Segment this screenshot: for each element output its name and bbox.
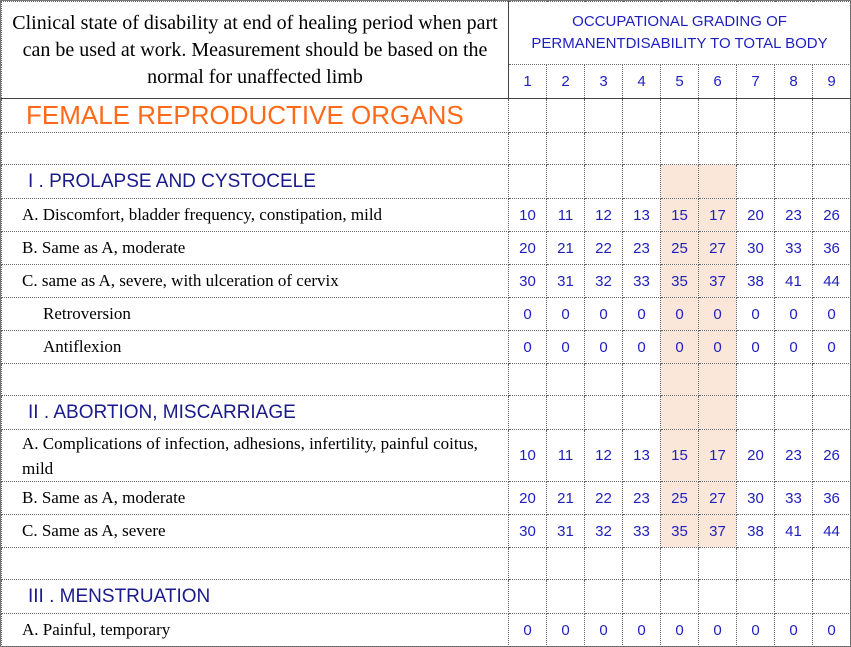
row-label: Retroversion bbox=[2, 298, 509, 331]
table-row bbox=[2, 232, 851, 265]
grade-value-cell: 26 bbox=[813, 430, 851, 482]
grade-number: 7 bbox=[737, 65, 775, 99]
grade-value-cell: 31 bbox=[547, 265, 585, 298]
heading-row-prolapse bbox=[2, 165, 851, 199]
heading-abortion: II . ABORTION, MISCARRIAGE bbox=[2, 396, 509, 430]
grade-value-cell: 35 bbox=[661, 515, 699, 548]
grade-value-cell: 22 bbox=[585, 232, 623, 265]
grade-value-cell: 0 bbox=[623, 298, 661, 331]
grade-value-cell: 41 bbox=[775, 265, 813, 298]
grade-value-cell: 33 bbox=[623, 515, 661, 548]
grade-value-cell: 20 bbox=[737, 430, 775, 482]
grade-value-cell: 0 bbox=[547, 331, 585, 364]
grade-value-cell: 20 bbox=[509, 232, 547, 265]
grade-value-cell: 17 bbox=[699, 199, 737, 232]
table-row bbox=[2, 199, 851, 232]
grade-value-cell: 0 bbox=[547, 298, 585, 331]
grade-value-cell: 33 bbox=[775, 232, 813, 265]
grade-value-cell: 0 bbox=[699, 331, 737, 364]
table-row bbox=[2, 515, 851, 548]
grading-title-line-1: OCCUPATIONAL GRADING OF bbox=[572, 13, 787, 30]
blank-row bbox=[2, 133, 851, 165]
grade-value-cell: 15 bbox=[661, 199, 699, 232]
grade-value-cell: 30 bbox=[737, 232, 775, 265]
heading-row-menstruation bbox=[2, 580, 851, 614]
grade-number: 5 bbox=[661, 65, 699, 99]
grade-value-cell: 0 bbox=[623, 614, 661, 647]
grade-value-cell: 35 bbox=[661, 265, 699, 298]
grade-value-cell: 38 bbox=[737, 265, 775, 298]
row-label: C. Same as A, severe bbox=[2, 515, 509, 548]
grade-value-cell: 37 bbox=[699, 265, 737, 298]
grade-value-cell: 11 bbox=[547, 199, 585, 232]
grade-value-cell: 0 bbox=[623, 331, 661, 364]
grade-value-cell: 32 bbox=[585, 515, 623, 548]
grade-number: 9 bbox=[813, 65, 851, 99]
grade-value-cell: 27 bbox=[699, 232, 737, 265]
grade-value-cell: 10 bbox=[509, 199, 547, 232]
grading-title-line-2: PERMANENTDISABILITY TO TOTAL BODY bbox=[531, 35, 828, 52]
grade-value-cell: 33 bbox=[623, 265, 661, 298]
row-label: B. Same as A, moderate bbox=[2, 232, 509, 265]
grade-value-cell: 0 bbox=[775, 298, 813, 331]
grade-value-cell: 21 bbox=[547, 482, 585, 515]
grade-value-cell: 44 bbox=[813, 515, 851, 548]
heading-menstruation: III . MENSTRUATION bbox=[2, 580, 509, 614]
grade-value-cell: 33 bbox=[775, 482, 813, 515]
grade-value-cell: 0 bbox=[813, 331, 851, 364]
grade-value-cell: 21 bbox=[547, 232, 585, 265]
grade-value-cell: 12 bbox=[585, 430, 623, 482]
grade-value-cell: 11 bbox=[547, 430, 585, 482]
grade-value-cell: 0 bbox=[585, 298, 623, 331]
grade-value-cell: 44 bbox=[813, 265, 851, 298]
row-label: A. Complications of infection, adhesions, infertility, painful coitus, mild bbox=[2, 430, 509, 482]
grade-value-cell: 36 bbox=[813, 232, 851, 265]
grade-value-cell: 20 bbox=[737, 199, 775, 232]
grade-value-cell: 12 bbox=[585, 199, 623, 232]
grade-number: 6 bbox=[699, 65, 737, 99]
table-row bbox=[2, 430, 851, 482]
grade-value-cell: 0 bbox=[509, 614, 547, 647]
grade-value-cell: 30 bbox=[509, 265, 547, 298]
grade-value-cell: 0 bbox=[775, 331, 813, 364]
heading-row-abortion bbox=[2, 396, 851, 430]
grading-title-header bbox=[509, 2, 851, 65]
grade-value-cell: 30 bbox=[509, 515, 547, 548]
header-row bbox=[2, 2, 851, 65]
grade-value-cell: 30 bbox=[737, 482, 775, 515]
grade-number: 1 bbox=[509, 65, 547, 99]
grade-number: 4 bbox=[623, 65, 661, 99]
grade-value-cell: 10 bbox=[509, 430, 547, 482]
grade-value-cell: 23 bbox=[623, 482, 661, 515]
grade-value-cell: 15 bbox=[661, 430, 699, 482]
grade-number: 3 bbox=[585, 65, 623, 99]
blank-row bbox=[2, 364, 851, 396]
grade-number: 2 bbox=[547, 65, 585, 99]
grade-value-cell: 0 bbox=[775, 614, 813, 647]
grade-value-cell: 41 bbox=[775, 515, 813, 548]
grade-value-cell: 23 bbox=[775, 199, 813, 232]
grade-value-cell: 31 bbox=[547, 515, 585, 548]
grade-value-cell: 0 bbox=[737, 614, 775, 647]
grade-value-cell: 13 bbox=[623, 430, 661, 482]
clinical-state-header: Clinical state of disability at end of healing period when part can be used at work. Measurement should be based on the normal for unaffected limb bbox=[2, 2, 509, 99]
heading-prolapse: I . PROLAPSE AND CYSTOCELE bbox=[2, 165, 509, 199]
grade-value-cell: 0 bbox=[661, 614, 699, 647]
grade-value-cell: 0 bbox=[547, 614, 585, 647]
grade-value-cell: 0 bbox=[585, 331, 623, 364]
section-title-row bbox=[2, 99, 851, 133]
table-row bbox=[2, 331, 851, 364]
grade-value-cell: 17 bbox=[699, 430, 737, 482]
grade-value-cell: 32 bbox=[585, 265, 623, 298]
grade-value-cell: 13 bbox=[623, 199, 661, 232]
row-label: Antiflexion bbox=[2, 331, 509, 364]
grade-value-cell: 20 bbox=[509, 482, 547, 515]
row-label: C. same as A, severe, with ulceration of cervix bbox=[2, 265, 509, 298]
grade-value-cell: 0 bbox=[699, 298, 737, 331]
grade-value-cell: 0 bbox=[661, 331, 699, 364]
grade-value-cell: 23 bbox=[623, 232, 661, 265]
grade-value-cell: 37 bbox=[699, 515, 737, 548]
row-label: A. Painful, temporary bbox=[2, 614, 509, 647]
table-row bbox=[2, 482, 851, 515]
blank-row bbox=[2, 548, 851, 580]
table-row bbox=[2, 614, 851, 647]
grade-value-cell: 0 bbox=[585, 614, 623, 647]
section-title: FEMALE REPRODUCTIVE ORGANS bbox=[2, 99, 509, 133]
grade-value-cell: 0 bbox=[699, 614, 737, 647]
disability-grading-table bbox=[1, 1, 851, 647]
row-label: B. Same as A, moderate bbox=[2, 482, 509, 515]
grade-number: 8 bbox=[775, 65, 813, 99]
row-label: A. Discomfort, bladder frequency, constipation, mild bbox=[2, 199, 509, 232]
grade-value-cell: 26 bbox=[813, 199, 851, 232]
grade-value-cell: 27 bbox=[699, 482, 737, 515]
grade-value-cell: 0 bbox=[661, 298, 699, 331]
grade-value-cell: 25 bbox=[661, 482, 699, 515]
grade-value-cell: 0 bbox=[813, 614, 851, 647]
grade-value-cell: 0 bbox=[737, 331, 775, 364]
grade-value-cell: 38 bbox=[737, 515, 775, 548]
grade-value-cell: 25 bbox=[661, 232, 699, 265]
grade-value-cell: 23 bbox=[775, 430, 813, 482]
grade-value-cell: 0 bbox=[509, 331, 547, 364]
table-row bbox=[2, 265, 851, 298]
grade-value-cell: 0 bbox=[737, 298, 775, 331]
grade-value-cell: 0 bbox=[509, 298, 547, 331]
grade-value-cell: 36 bbox=[813, 482, 851, 515]
grade-value-cell: 0 bbox=[813, 298, 851, 331]
grade-value-cell: 22 bbox=[585, 482, 623, 515]
table-row bbox=[2, 298, 851, 331]
